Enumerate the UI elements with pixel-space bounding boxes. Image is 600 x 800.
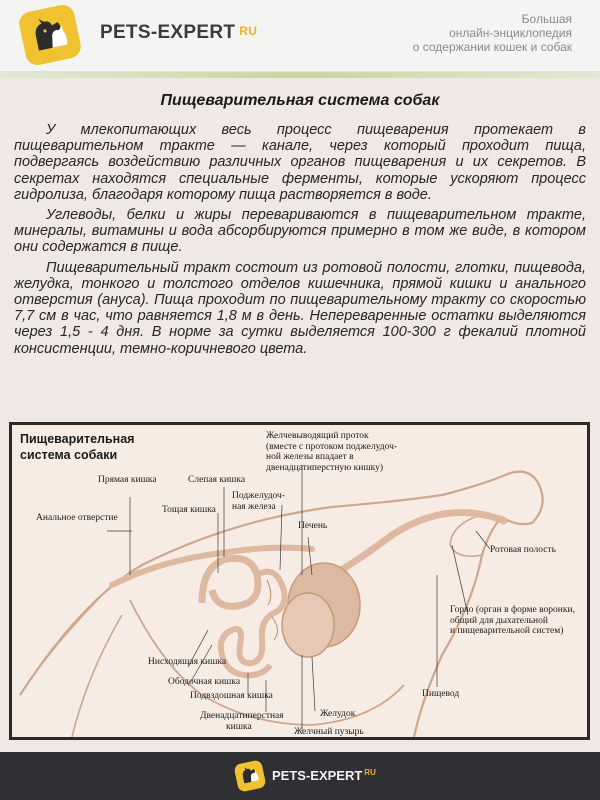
- label-mouth: Ротовая полость: [490, 545, 556, 555]
- tagline-line-2: онлайн-энциклопедия: [449, 26, 572, 40]
- paragraph-2: Углеводы, белки и жиры перевариваются в пищеварительном тракте, минералы, витамины и вода абсорбируются примерно в том же виде, в котором они содержатся в пище.: [14, 207, 586, 256]
- stomach-shape: [282, 593, 334, 657]
- brand-name[interactable]: PETS-EXPERT $^{RU}$: [100, 22, 258, 43]
- diagram-title: [20, 431, 170, 463]
- digestive-system-diagram: [9, 422, 590, 740]
- label-jejunum: Тощая кишка: [162, 505, 216, 515]
- label-rectum: Прямая кишка: [98, 475, 157, 485]
- label-ileum: Подвздошная кишка: [190, 691, 273, 701]
- footer-logo-badge[interactable]: [233, 759, 266, 792]
- label-descending-colon: Нисходящая кишка: [148, 657, 227, 667]
- label-pancreas-line-1: Поджелудоч-: [232, 491, 285, 501]
- label-gallbladder: Желчный пузырь: [294, 727, 364, 737]
- article-body: [14, 122, 586, 361]
- tagline-line-1: Большая: [521, 12, 572, 26]
- label-bile-duct: [266, 431, 397, 473]
- tagline-line-3: о содержании кошек и собак: [412, 40, 572, 54]
- label-colon: Ободочная кишка: [168, 677, 241, 687]
- label-cecum: Слепая кишка: [188, 475, 246, 485]
- label-throat-line-1: Горло (орган в форме воронки,: [450, 605, 575, 615]
- dog-tail-outline: [20, 570, 140, 695]
- header-stripe: [0, 72, 600, 78]
- label-stomach: Желудок: [320, 709, 356, 719]
- label-bile-duct-line-3: ной железы впадает в: [266, 452, 354, 462]
- label-duodenum-line-1: Двенадцатиперстная: [200, 711, 284, 721]
- dog-leg-outline: [72, 615, 122, 737]
- article-title: Пищеварительная система собак: [160, 92, 440, 109]
- diagram-title-line-2: система собаки: [20, 448, 118, 462]
- label-duodenum: [200, 711, 284, 732]
- label-anus: Анальное отверстие: [36, 513, 118, 523]
- label-liver: Печень: [298, 521, 328, 531]
- esophagus-tube: [332, 512, 504, 575]
- colon-loop: [202, 558, 258, 606]
- small-intestine-coils: [221, 572, 285, 676]
- site-header: [0, 0, 600, 72]
- diagram-title-line-1: Пищеварительная: [20, 432, 135, 446]
- label-pancreas-line-2: ная железа: [232, 501, 276, 512]
- label-bile-duct-line-4: двенадцатиперстную кишку): [266, 462, 384, 473]
- tagline: [413, 12, 572, 54]
- label-esophagus: Пищевод: [422, 689, 460, 699]
- label-pancreas: [232, 491, 285, 512]
- brand-tld: RU: [239, 24, 258, 38]
- footer-brand-tld: RU: [364, 768, 376, 777]
- paragraph-1: У млекопитающих весь процесс пищеварения протекает в пищеварительном тракте — канале, через который проходит пища, подвергаясь воздействию различных органов пищеварения и их секретов. В секретах находятся специальные ферменты, которые ускоряют процесс гидролиза, благодаря которому пища растворяется в воде.: [14, 122, 586, 203]
- label-throat: [450, 605, 575, 637]
- label-duodenum-line-2: кишка: [226, 721, 252, 732]
- logo-badge[interactable]: [17, 3, 83, 67]
- footer-brand-name[interactable]: PETS-EXPERT $^{RU}$: [272, 768, 376, 783]
- footer-dog-cat-logo-icon: [238, 763, 262, 787]
- dog-cat-logo-icon: [26, 10, 73, 57]
- dog-head-outline: [450, 515, 482, 556]
- label-throat-line-2: общий для дыхательной: [450, 615, 548, 626]
- label-bile-duct-line-1: Желчевыводящий проток: [266, 431, 369, 441]
- site-footer: [0, 752, 600, 800]
- paragraph-3: Пищеварительный тракт состоит из ротовой полости, глотки, пищевода, желудка, тонкого и толстого отделов кишечника, прямой кишки и анального отверстия (ануса). Пища проходит по пищеварительному тракту со скоростью 7,7 см в час, что равняется 1,8 м в день. Непереваренные остатки выделяются через 1,5 - 4 дня. В норме за сутки выделяется 100-300 г фекалий плотной консистенции, темно-коричневого цвета.: [14, 259, 586, 357]
- label-throat-line-3: и пищеварительной систем): [450, 626, 564, 636]
- label-bile-duct-line-2: (вместе с протоком поджелудоч-: [266, 441, 398, 452]
